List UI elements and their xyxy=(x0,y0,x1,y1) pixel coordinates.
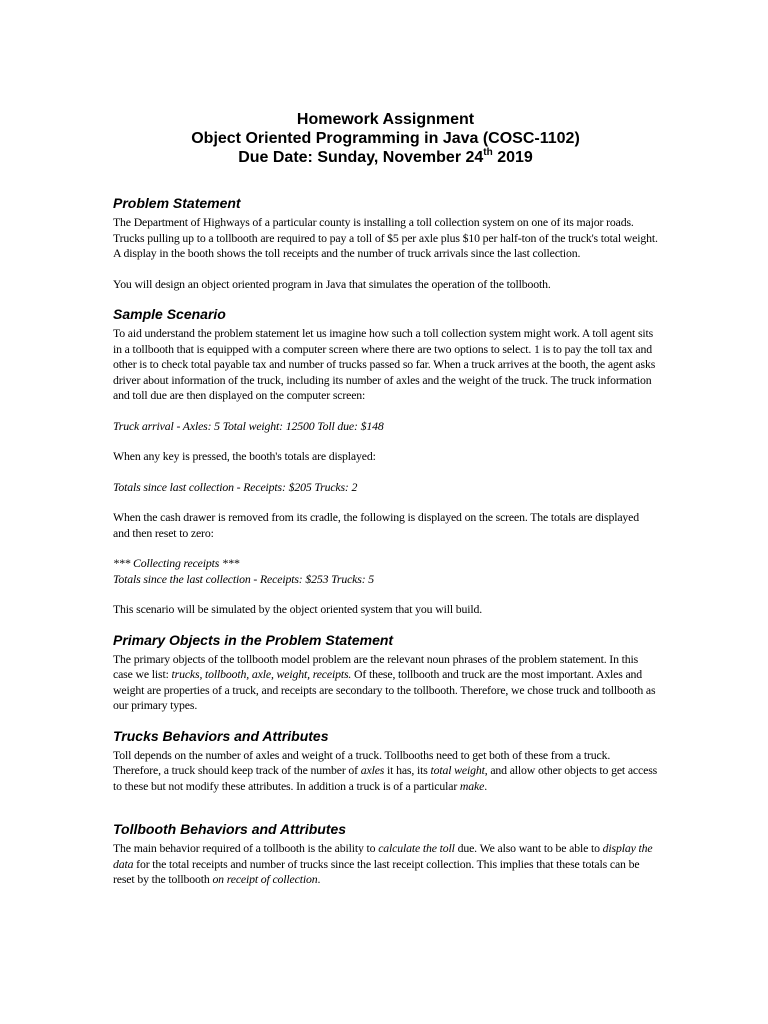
header-title: Homework Assignment xyxy=(296,111,475,128)
paragraph: To aid understand the problem statement let us imagine how such a toll collection system might work. A toll agent sits in a tollbooth that is equipped with a computer screen where there are two options to select. 1 is to pay the toll tax and other is to check total payable tax and number of trucks passed so far. When a truck arrives at the booth, the agent asks driver about information of the truck, including its number of axles and the weight of the truck. The truck information and toll due are then displayed on the computer screen: xyxy=(113,326,656,402)
paragraph: The main behavior required of a tollbooth is the ability to calculate the toll due. We also want to be able to display the data for the total receipts and number of trucks since the last receipt collection. This implies that these totals can be reset by the tollbooth on receipt of collection. xyxy=(113,841,653,886)
assignment-header xyxy=(103,110,668,167)
example-output: Totals since the last collection - Receipts: $253 Trucks: 5 xyxy=(113,571,375,586)
example-output: Totals since last collection - Receipts: $205 Trucks: 2 xyxy=(113,479,358,494)
example-output: *** Collecting receipts *** xyxy=(113,556,240,570)
section-heading: Sample Scenario xyxy=(113,306,226,322)
paragraph: The primary objects of the tollbooth model problem are the relevant noun phrases of the problem statement. In this case we list: trucks, tollbooth, axle, weight, receipts. Of these, tollbooth and truck are the most important. Axles and weight are properties of a truck, and receipts are secondary to the tollbooth. Therefore, we chose truck and tollbooth as our primary types. xyxy=(113,651,656,712)
section-heading: Tollbooth Behaviors and Attributes xyxy=(113,821,347,837)
header-course: Object Oriented Programming in Java (COSC-1102) xyxy=(191,130,580,147)
section-primary-objects xyxy=(113,631,658,714)
paragraph: You will design an object oriented program in Java that simulates the operation of the tollbooth. xyxy=(113,276,551,291)
paragraph: When the cash drawer is removed from its cradle, the following is displayed on the screen. The totals are displayed and then reset to zero: xyxy=(113,510,640,540)
document-page xyxy=(113,110,658,888)
paragraph: This scenario will be simulated by the object oriented system that you will build. xyxy=(113,602,483,616)
section-trucks xyxy=(113,727,658,795)
section-heading: Primary Objects in the Problem Statement xyxy=(113,631,394,648)
section-tollbooth xyxy=(113,820,658,888)
paragraph: When any key is pressed, the booth's totals are displayed: xyxy=(113,449,376,463)
section-sample-scenario xyxy=(113,305,658,618)
header-due-date: Due Date: Sunday, November 24th 2019 xyxy=(238,147,533,166)
section-heading: Problem Statement xyxy=(113,195,241,211)
paragraph: Toll depends on the number of axles and weight of a truck. Tollbooths need to get both of these from a truck. Therefore, a truck should keep track of the number of axles it has, its total weight, and allow other objects to get access to these but not modify these attributes. In addition a truck is of a particular make. xyxy=(113,747,658,793)
section-heading: Trucks Behaviors and Attributes xyxy=(113,727,329,744)
section-problem-statement xyxy=(113,194,658,292)
paragraph: The Department of Highways of a particular county is installing a toll collection system on one of its major roads. Trucks pulling up to a tollbooth are required to pay a toll of $5 per axle plus $10 per half-ton of the truck's total weight. A display in the booth shows the toll receipts and the number of truck arrivals since the last collection. xyxy=(113,215,658,260)
example-output: Truck arrival - Axles: 5 Total weight: 12500 Toll due: $148 xyxy=(113,418,384,433)
